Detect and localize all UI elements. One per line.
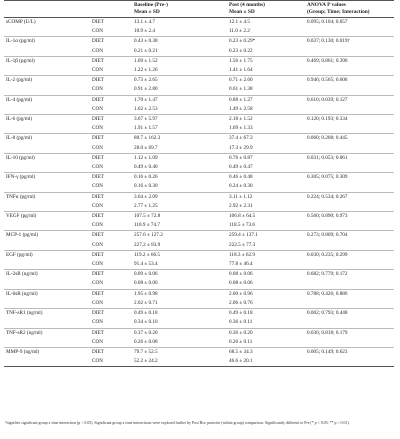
row-group-cell: DIET [90,250,134,260]
row-marker-cell [4,221,90,231]
row-marker-cell: TNF-sR1 (ng/ml) [4,309,90,319]
row-post-cell: 17.3 ± 29.9 [229,144,253,151]
table-row [4,134,394,144]
row-group-cell: CON [92,28,103,35]
table-footnote [5,421,393,426]
row-marker-cell [4,299,90,309]
row-baseline-cell: 13.1 ± 4.7 [134,18,229,28]
row-marker-cell [4,338,90,348]
table-row [4,338,394,348]
row-group-cell: DIET [90,37,134,47]
row-post-cell: 2.00 ± 0.96 [229,289,307,299]
row-post-cell: 3.11 ± 1.12 [229,192,307,202]
row-post-cell: 1.41 ± 1.64 [229,67,253,74]
row-post-cell: 68.5 ± 34.3 [229,347,307,357]
row-group-cell: CON [92,241,103,248]
row-post-cell: 37.4 ± 67.3 [229,134,307,144]
table-row [4,241,394,251]
row-group-cell: CON [92,164,103,171]
row-anova-cell [307,202,394,212]
row-anova-cell: 0.273; 0.869; 0.704 [307,231,394,241]
table-row [4,163,394,173]
table-row [4,56,394,66]
row-post-cell: 0.49 ± 0.18 [229,309,307,319]
table-row [4,37,394,47]
row-marker-cell [4,318,90,328]
table-top-rule [4,0,394,1]
row-anova-cell: 0.224; 0.534; 0.267 [307,192,394,202]
row-group-cell: CON [92,319,103,326]
row-baseline-cell: 1.70 ± 1.47 [134,95,229,105]
row-group-cell: DIET [90,192,134,202]
header-group-sub [90,9,134,18]
header-group [90,0,134,9]
row-anova-cell: 0.788; 0.426; 0.886 [307,289,394,299]
row-anova-cell: 0.002; 0.793; 0.448 [307,309,394,319]
row-marker-cell [4,85,90,95]
row-baseline-cell: 118.9 ± 74.7 [134,222,160,229]
row-group-cell: CON [92,183,103,190]
row-post-cell: 0.08 ± 0.06 [229,280,253,287]
row-anova-cell: 0.682; 0.779; 0.172 [307,270,394,280]
row-baseline-cell: 119.2 ± 66.5 [134,250,229,260]
row-post-cell: 0.49 ± 0.47 [229,164,253,171]
row-anova-cell [307,318,394,328]
row-group-cell: DIET [90,173,134,183]
row-group-cell: DIET [90,153,134,163]
row-marker-cell [4,182,90,192]
table-row [4,18,394,28]
row-anova-cell [307,241,394,251]
row-post-cell: 1.49 ± 2.58 [229,105,253,112]
row-group-cell: DIET [90,212,134,222]
row-post-cell: 0.23 ± 0.29* [229,37,307,47]
row-group-cell: CON [92,222,103,229]
row-anova-cell: 0.095; 0.104; 0.057 [307,18,394,28]
row-baseline-cell: 0.73 ± 2.65 [134,76,229,86]
row-baseline-cell: 1.12 ± 1.09 [134,153,229,163]
row-group-cell: CON [92,144,103,151]
header-anova-title: ANOVA P values [307,2,346,9]
row-group-cell: CON [92,280,103,287]
row-baseline-cell: 79.7 ± 52.5 [134,347,229,357]
row-post-cell: 46.6 ± 20.1 [229,357,307,367]
row-baseline-cell: 0.43 ± 0.38 [134,37,229,47]
row-anova-cell: 0.030; 0.235; 0.299 [307,250,394,260]
row-baseline-cell: 227.2 ± 83.9 [134,241,161,248]
row-baseline-cell: 28.0 ± 69.7 [134,144,158,151]
row-marker-cell: EGF (pg/ml) [4,250,90,260]
row-group-cell: DIET [90,95,134,105]
row-anova-cell: 0.305; 0.075; 0.309 [307,173,394,183]
row-anova-cell: 0.036; 0.818; 0.179 [307,328,394,338]
row-anova-cell [307,221,394,231]
row-anova-cell: 0.946; 0.565; 0.606 [307,76,394,86]
row-baseline-cell: 0.09 ± 0.06 [134,270,229,280]
row-post-cell: 0.71 ± 2.60 [229,76,307,86]
row-anova-cell [307,182,394,192]
row-baseline-cell: 0.16 ± 0.30 [134,183,158,190]
row-baseline-cell: 0.49 ± 0.40 [134,164,158,171]
row-marker-cell: sCOMP (U/L) [4,18,90,28]
row-anova-cell [307,85,394,95]
row-baseline-cell: 1.69 ± 1.52 [134,56,229,66]
table-header [4,0,394,18]
row-marker-cell: IL-2 (pg/ml) [4,76,90,86]
row-post-cell: 1.69 ± 1.33 [229,125,253,132]
table-row [4,85,394,95]
table-row [4,328,394,338]
row-anova-cell: 0.120; 0.193; 0.334 [307,115,394,125]
row-group-cell: DIET [90,270,134,280]
row-marker-cell [4,260,90,270]
row-post-cell: 259.4 ± 137.1 [229,231,307,241]
row-group-cell: CON [90,357,134,367]
row-marker-cell: IL-10 (pg/ml) [4,153,90,163]
row-baseline-cell: 10.9 ± 2.4 [134,28,156,35]
table-row [4,192,394,202]
row-group-cell: DIET [90,134,134,144]
row-baseline-cell: 2.02 ± 0.71 [134,299,158,306]
row-marker-cell: IL-1β (pg/ml) [4,56,90,66]
row-marker-cell: IL-1α (pg/ml) [4,37,90,47]
row-post-cell: 2.92 ± 2.31 [229,202,253,209]
header-baseline-title: Baseline (Pre-) [134,2,168,9]
row-marker-cell [4,66,90,76]
row-baseline-cell: 80.7 ± 162.3 [134,134,229,144]
table-row [4,279,394,289]
row-anova-cell [307,299,394,309]
row-marker-cell [4,27,90,37]
row-marker-cell [4,105,90,115]
row-anova-cell: 0.560; 0.890; 0.973 [307,212,394,222]
row-baseline-cell: 0.34 ± 0.10 [134,319,158,326]
table-row [4,260,394,270]
row-marker-cell: VEGF (pg/ml) [4,212,90,222]
header-marker [4,0,90,9]
row-group-cell: DIET [90,231,134,241]
row-marker-cell [4,144,90,154]
row-baseline-cell: 1.62 ± 2.53 [134,105,158,112]
table-row [4,309,394,319]
row-post-cell: 2.18 ± 1.52 [229,115,307,125]
row-post-cell: 0.24 ± 0.30 [229,183,253,190]
row-anova-cell: 0.610; 0.039; 0.127 [307,95,394,105]
row-marker-cell [4,202,90,212]
row-baseline-cell: 52.2 ± 24.2 [134,357,229,367]
table-row [4,124,394,134]
row-group-cell: DIET [90,76,134,86]
table-row [4,27,394,37]
table-row [4,153,394,163]
row-anova-cell [307,163,394,173]
row-post-cell: 0.46 ± 0.48 [229,173,307,183]
row-group-cell: DIET [90,115,134,125]
row-post-cell: 0.23 ± 0.22 [229,47,253,54]
row-marker-cell: IL-4 (pg/ml) [4,95,90,105]
table-row [4,270,394,280]
table-row [4,231,394,241]
row-post-cell: 77.8 ± 46.4 [229,261,253,268]
table-row [4,47,394,57]
row-group-cell: CON [92,338,103,345]
table-row [4,221,394,231]
row-post-cell: 0.76 ± 0.87 [229,153,307,163]
row-marker-cell [4,241,90,251]
row-marker-cell: MMP-9 (ng/ml) [4,347,90,357]
row-marker-cell: IL-6 (pg/ml) [4,115,90,125]
row-baseline-cell: 3.64 ± 2.09 [134,192,229,202]
row-post-cell: 0.26 ± 0.11 [229,338,253,345]
row-group-cell: CON [92,67,103,74]
table-row [4,182,394,192]
row-marker-cell: IL-8 (pg/ml) [4,134,90,144]
row-baseline-cell: 0.21 ± 0.21 [134,47,158,54]
row-anova-cell [307,338,394,348]
row-marker-cell [4,163,90,173]
row-post-cell: 0.08 ± 0.06 [229,270,307,280]
row-group-cell: CON [92,47,103,54]
row-post-cell: 0.36 ± 0.11 [229,319,253,326]
row-anova-cell [307,357,394,367]
header-anova-sub: (Group; Time; Interaction) [307,9,394,18]
table-row [4,115,394,125]
row-marker-cell [4,279,90,289]
row-marker-cell [4,124,90,134]
table-row [4,357,394,367]
row-anova-cell [307,279,394,289]
row-baseline-cell: 1.91 ± 1.57 [134,125,158,132]
row-marker-cell: IFN-γ (pg/ml) [4,173,90,183]
header-post-sub: Mean ± SD [229,9,307,18]
row-post-cell: 222.5 ± 77.3 [229,241,256,248]
row-anova-cell [307,144,394,154]
row-anova-cell: 0.469; 0.861; 0.390 [307,56,394,66]
row-post-cell: 0.36 ± 0.20 [229,328,307,338]
row-post-cell: 106.8 ± 64.5 [229,212,307,222]
row-post-cell: 0.61 ± 1.38 [229,86,253,93]
row-group-cell: DIET [90,56,134,66]
row-marker-cell: MCP-1 (pg/ml) [4,231,90,241]
row-anova-cell [307,66,394,76]
table-row [4,202,394,212]
row-baseline-cell: 0.26 ± 0.08 [134,338,158,345]
row-baseline-cell: 0.37 ± 0.20 [134,328,229,338]
row-post-cell: 118.5 ± 73.6 [229,222,255,229]
row-marker-cell: IL-6sR (ng/ml) [4,289,90,299]
table-row [4,66,394,76]
row-baseline-cell: 0.08 ± 0.06 [134,280,158,287]
row-anova-cell: 0.060; 0.208; 0.445 [307,134,394,144]
row-group-cell: CON [92,86,103,93]
row-baseline-cell: 0.16 ± 0.26 [134,173,229,183]
row-group-cell: CON [92,105,103,112]
row-post-cell: 1.56 ± 1.75 [229,56,307,66]
table-row [4,95,394,105]
row-baseline-cell: 0.91 ± 2.80 [134,86,158,93]
footnote-line-2: different to Pre (* p < 0.05; ** p < 0.01). [285,421,350,425]
row-baseline-cell: 3.67 ± 5.97 [134,115,229,125]
row-post-cell: 12.1 ± 4.5 [229,18,307,28]
row-marker-cell [4,357,90,367]
table-row [4,289,394,299]
row-group-cell: CON [92,299,103,306]
row-post-cell: 118.3 ± 62.9 [229,250,307,260]
row-anova-cell [307,260,394,270]
row-baseline-cell: 1.22 ± 1.26 [134,67,158,74]
row-anova-cell [307,27,394,37]
table-row [4,299,394,309]
row-baseline-cell: 0.49 ± 0.18 [134,309,229,319]
row-anova-cell: 0.031; 0.053; 0.061 [307,153,394,163]
header-baseline-sub: Mean ± SD [134,9,229,18]
row-group-cell: CON [92,202,103,209]
row-group-cell: DIET [90,18,134,28]
table-row [4,105,394,115]
header-marker-sub [4,9,90,18]
row-anova-cell [307,124,394,134]
row-group-cell: DIET [90,347,134,357]
row-baseline-cell: 107.5 ± 72.8 [134,212,229,222]
row-marker-cell [4,47,90,57]
row-group-cell: DIET [90,328,134,338]
row-baseline-cell: 1.95 ± 0.98 [134,289,229,299]
row-post-cell: 0.88 ± 1.27 [229,95,307,105]
table-body [4,18,394,367]
row-post-cell: 11.0 ± 2.2 [229,28,250,35]
table-row [4,347,394,357]
row-post-cell: 2.06 ± 0.76 [229,299,253,306]
header-post-title: Post (4 months) [229,2,265,9]
table-row [4,173,394,183]
row-anova-cell [307,47,394,57]
row-group-cell: DIET [90,309,134,319]
row-anova-cell: 0.037; 0.130; 0.019† [307,37,394,47]
table-row [4,144,394,154]
row-group-cell: CON [92,125,103,132]
row-anova-cell [307,105,394,115]
row-marker-cell: TNF-sR2 (ng/ml) [4,328,90,338]
row-marker-cell: IL-2sR (ng/ml) [4,270,90,280]
row-group-cell: CON [92,261,103,268]
row-baseline-cell: 257.6 ± 127.2 [134,231,229,241]
footnote-line-1: †signifies significant group x time interaction (p < 0.05). Significant group x time interactions were explored further by Post Hoc pairwise (within group) comparison. Significantly [5,421,285,425]
row-anova-cell: 0.005; 0.149; 0.623 [307,347,394,357]
table-row [4,250,394,260]
row-baseline-cell: 2.77 ± 1.25 [134,202,158,209]
table-row [4,212,394,222]
table-row [4,76,394,86]
row-group-cell: DIET [90,289,134,299]
table-row [4,318,394,328]
row-marker-cell: TNFα (pg/ml) [4,192,90,202]
row-baseline-cell: 91.4 ± 53.4 [134,261,158,268]
results-table [4,0,394,367]
